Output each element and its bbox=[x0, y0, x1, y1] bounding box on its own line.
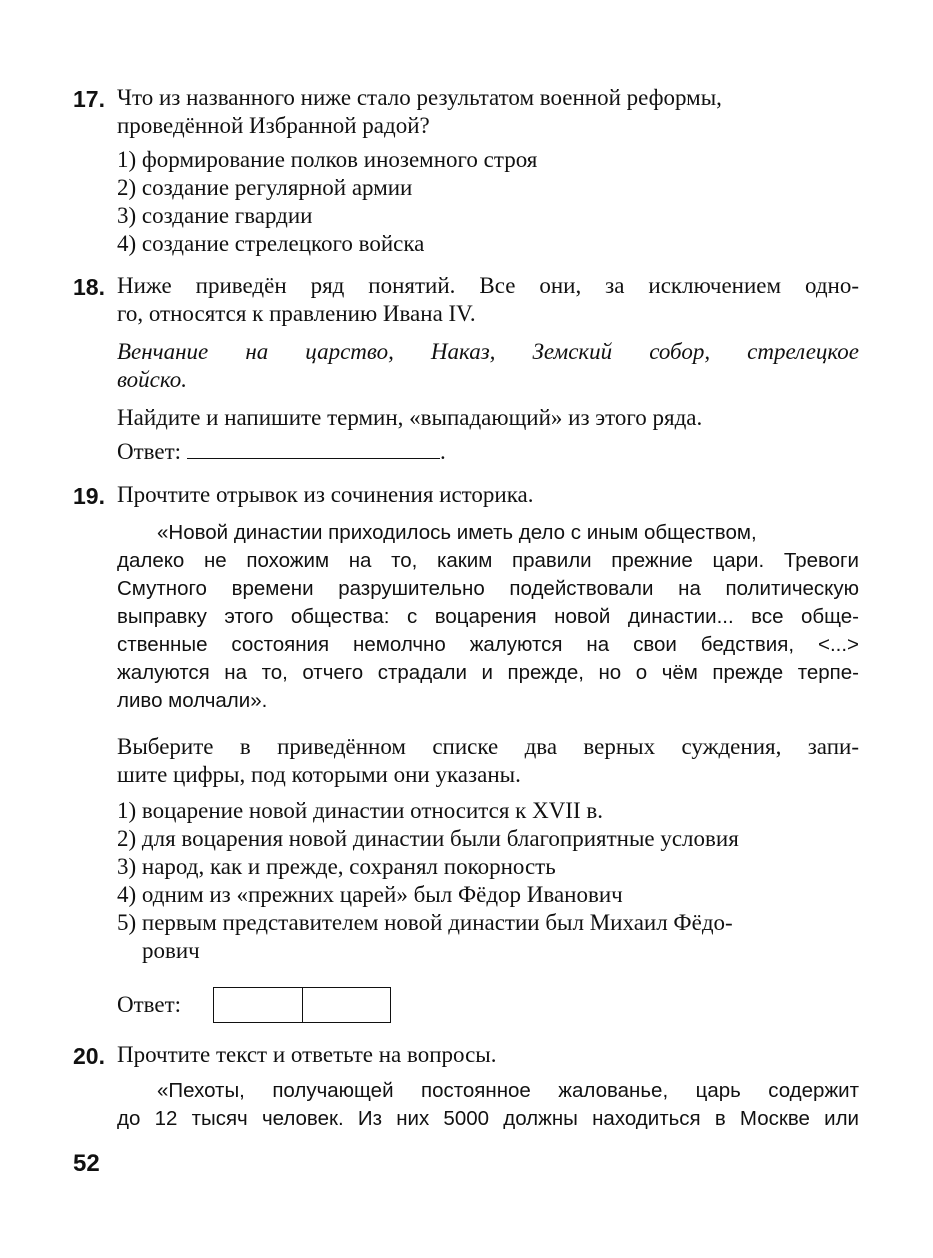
task-text: Выберите в приведённом списке два верных суждения, запи- bbox=[117, 734, 859, 759]
answer-option: 1) воцарение новой династии относится к XVII в. bbox=[117, 798, 603, 823]
answer-option: 4) одним из «прежних царей» был Фёдор Иванович bbox=[117, 882, 623, 907]
question-number: 17. bbox=[73, 86, 105, 112]
question-number: 19. bbox=[73, 483, 105, 509]
answer-option: 2) для воцарения новой династии были благоприятные условия bbox=[117, 826, 739, 851]
task-text: Найдите и напишите термин, «выпадающий» из этого ряда. bbox=[117, 405, 703, 430]
answer-option: 5) первым представителем новой династии был Михаил Фёдо- bbox=[117, 910, 733, 935]
answer-label: Ответ: bbox=[117, 992, 182, 1017]
question-stem-line: Ниже приведён ряд понятий. Все они, за исключением одно- bbox=[117, 273, 859, 298]
answer-blank[interactable] bbox=[187, 440, 440, 459]
quote-line: Смутного времени разрушительно подействовали на политическую bbox=[117, 577, 859, 600]
quote-line: выправку этого общества: с воцарения новой династии... все обще- bbox=[117, 605, 859, 628]
question-stem-line: проведённой Избранной радой? bbox=[117, 113, 430, 138]
quote-line: жалуются на то, отчего страдали и прежде, но о чём прежде терпе- bbox=[117, 661, 859, 684]
answer-option: 3) создание гвардии bbox=[117, 203, 313, 228]
question-stem-line: Прочтите текст и ответьте на вопросы. bbox=[117, 1042, 497, 1067]
terms-list-line: Венчание на царство, Наказ, Земский собор, стрелецкое bbox=[117, 339, 859, 364]
answer-option: 3) народ, как и прежде, сохранял покорность bbox=[117, 854, 556, 879]
answer-option: 1) формирование полков иноземного строя bbox=[117, 147, 538, 172]
quote-line: «Новой династии приходилось иметь дело с иным обществом, bbox=[157, 521, 757, 544]
quote-line: до 12 тысяч человек. Из них 5000 должны находиться в Москве или bbox=[117, 1107, 859, 1130]
answer-option: 2) создание регулярной армии bbox=[117, 175, 413, 200]
quote-line: далеко не похожим на то, каким правили прежние цари. Тревоги bbox=[117, 549, 859, 572]
quote-line: ливо молчали». bbox=[117, 689, 268, 712]
quote-line: «Пехоты, получающей постоянное жалованье, царь содержит bbox=[157, 1079, 859, 1102]
question-number: 20. bbox=[73, 1043, 105, 1069]
question-stem-line: го, относятся к правлению Ивана IV. bbox=[117, 301, 476, 326]
answer-option: 4) создание стрелецкого войска bbox=[117, 231, 425, 256]
question-stem-line: Что из названного ниже стало результатом военной реформы, bbox=[117, 85, 722, 110]
page-number: 52 bbox=[73, 1150, 100, 1177]
question-stem-line: Прочтите отрывок из сочинения историка. bbox=[117, 482, 534, 507]
answer-option-continuation: рович bbox=[142, 938, 200, 963]
answer-row bbox=[117, 438, 446, 466]
answer-cell[interactable] bbox=[302, 988, 391, 1022]
quote-line: ственные состояния немолчно жалуются на свои бедствия, <...> bbox=[117, 633, 859, 656]
task-text: шите цифры, под которыми они указаны. bbox=[117, 762, 521, 787]
answer-grid bbox=[213, 987, 391, 1023]
answer-end: . bbox=[440, 439, 446, 464]
terms-list-line: войско. bbox=[117, 367, 188, 392]
question-number: 18. bbox=[73, 274, 105, 300]
answer-cell[interactable] bbox=[214, 988, 302, 1022]
answer-label: Ответ: bbox=[117, 439, 182, 464]
